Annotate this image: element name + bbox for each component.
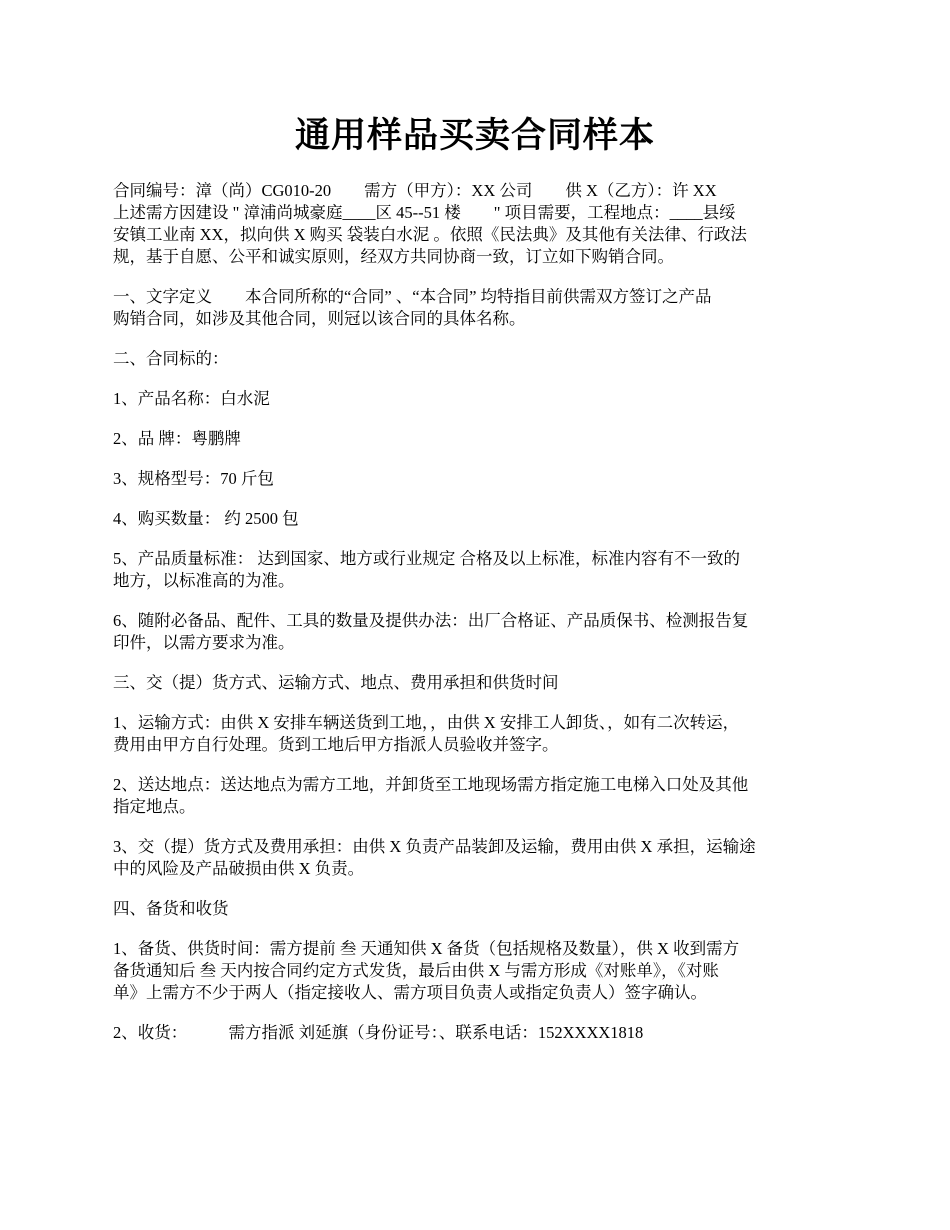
section-2-heading: 二、合同标的： [113, 349, 229, 368]
delivery-line: 指定地点。 [113, 797, 196, 816]
section-1-definitions [113, 286, 837, 330]
section-4-heading: 四、备货和收货 [113, 899, 229, 918]
section-3-heading: 三、交（提）货方式、运输方式、地点、费用承担和供货时间 [113, 673, 559, 692]
quality-line: 5、产品质量标准： 达到国家、地方或行业规定 合格及以上标准，标准内容有不一致的 [113, 549, 740, 568]
intro-line: 规，基于自愿、公平和诚实原则，经双方共同协商一致，订立如下购销合同。 [113, 247, 674, 266]
accessories-line: 印件，以需方要求为准。 [113, 633, 295, 652]
stocking-item [113, 938, 837, 1004]
transport-line: 费用由甲方自行处理。货到工地后甲方指派人员验收并签字。 [113, 735, 559, 754]
product-name-item: 1、产品名称：白水泥 [113, 389, 270, 408]
delivery-cost-item [113, 836, 837, 880]
stocking-line: 单》上需方不少于两人（指定接收人、需方项目负责人或指定负责人）签字确认。 [113, 983, 707, 1002]
definitions-line: 一、文字定义 本合同所称的“合同” 、“本合同” 均特指目前供需双方签订之产品 [113, 287, 712, 306]
definitions-line: 购销合同，如涉及其他合同，则冠以该合同的具体名称。 [113, 309, 526, 328]
brand-item: 2、品 牌：粤鹏牌 [113, 429, 241, 448]
accessories-item [113, 610, 837, 654]
stocking-line: 1、备货、供货时间：需方提前 叁 天通知供 X 备货（包括规格及数量），供 X 收到需方 [113, 939, 740, 958]
document-title: 通用样品买卖合同样本 [294, 116, 655, 155]
delivery-line: 2、送达地点：送达地点为需方工地，并卸货至工地现场需方指定施工电梯入口处及其他 [113, 775, 749, 794]
document-page [113, 112, 837, 1062]
intro-line: 安镇工业南 XX，拟向供 X 购买 袋装白水泥 。依照《民法典》及其他有关法律、行政法 [113, 225, 747, 244]
intro-line: 合同编号：漳（尚）CG010-20 需方（甲方）：XX 公司 供 X（乙方）：许 XX [113, 181, 717, 200]
receiving-item: 2、收货： 需方指派 刘延旗（身份证号：、联系电话：152XXXX1818 [113, 1023, 644, 1042]
transport-method-item [113, 712, 837, 756]
quantity-item: 4、购买数量： 约 2500 包 [113, 509, 299, 528]
stocking-line: 备货通知后 叁 天内按合同约定方式发货，最后由供 X 与需方形成《对账单》，《对账 [113, 961, 719, 980]
spec-item: 3、规格型号：70 斤包 [113, 469, 274, 488]
intro-paragraph [113, 180, 837, 268]
accessories-line: 6、随附必备品、配件、工具的数量及提供办法：出厂合格证、产品质保书、检测报告复 [113, 611, 749, 630]
delivery-cost-line: 中的风险及产品破损由供 X 负责。 [113, 859, 365, 878]
intro-line: 上述需方因建设 " 漳浦尚城豪庭____区 45--51 楼 " 项目需要，工程地点：____县绥 [113, 203, 736, 222]
delivery-cost-line: 3、交（提）货方式及费用承担：由供 X 负责产品装卸及运输，费用由供 X 承担，运输途 [113, 837, 756, 856]
delivery-location-item [113, 774, 837, 818]
quality-standard-item [113, 548, 837, 592]
transport-line: 1、运输方式：由供 X 安排车辆送货到工地，，由供 X 安排工人卸货、，如有二次转运， [113, 713, 740, 732]
quality-line: 地方，以标准高的为准。 [113, 571, 295, 590]
